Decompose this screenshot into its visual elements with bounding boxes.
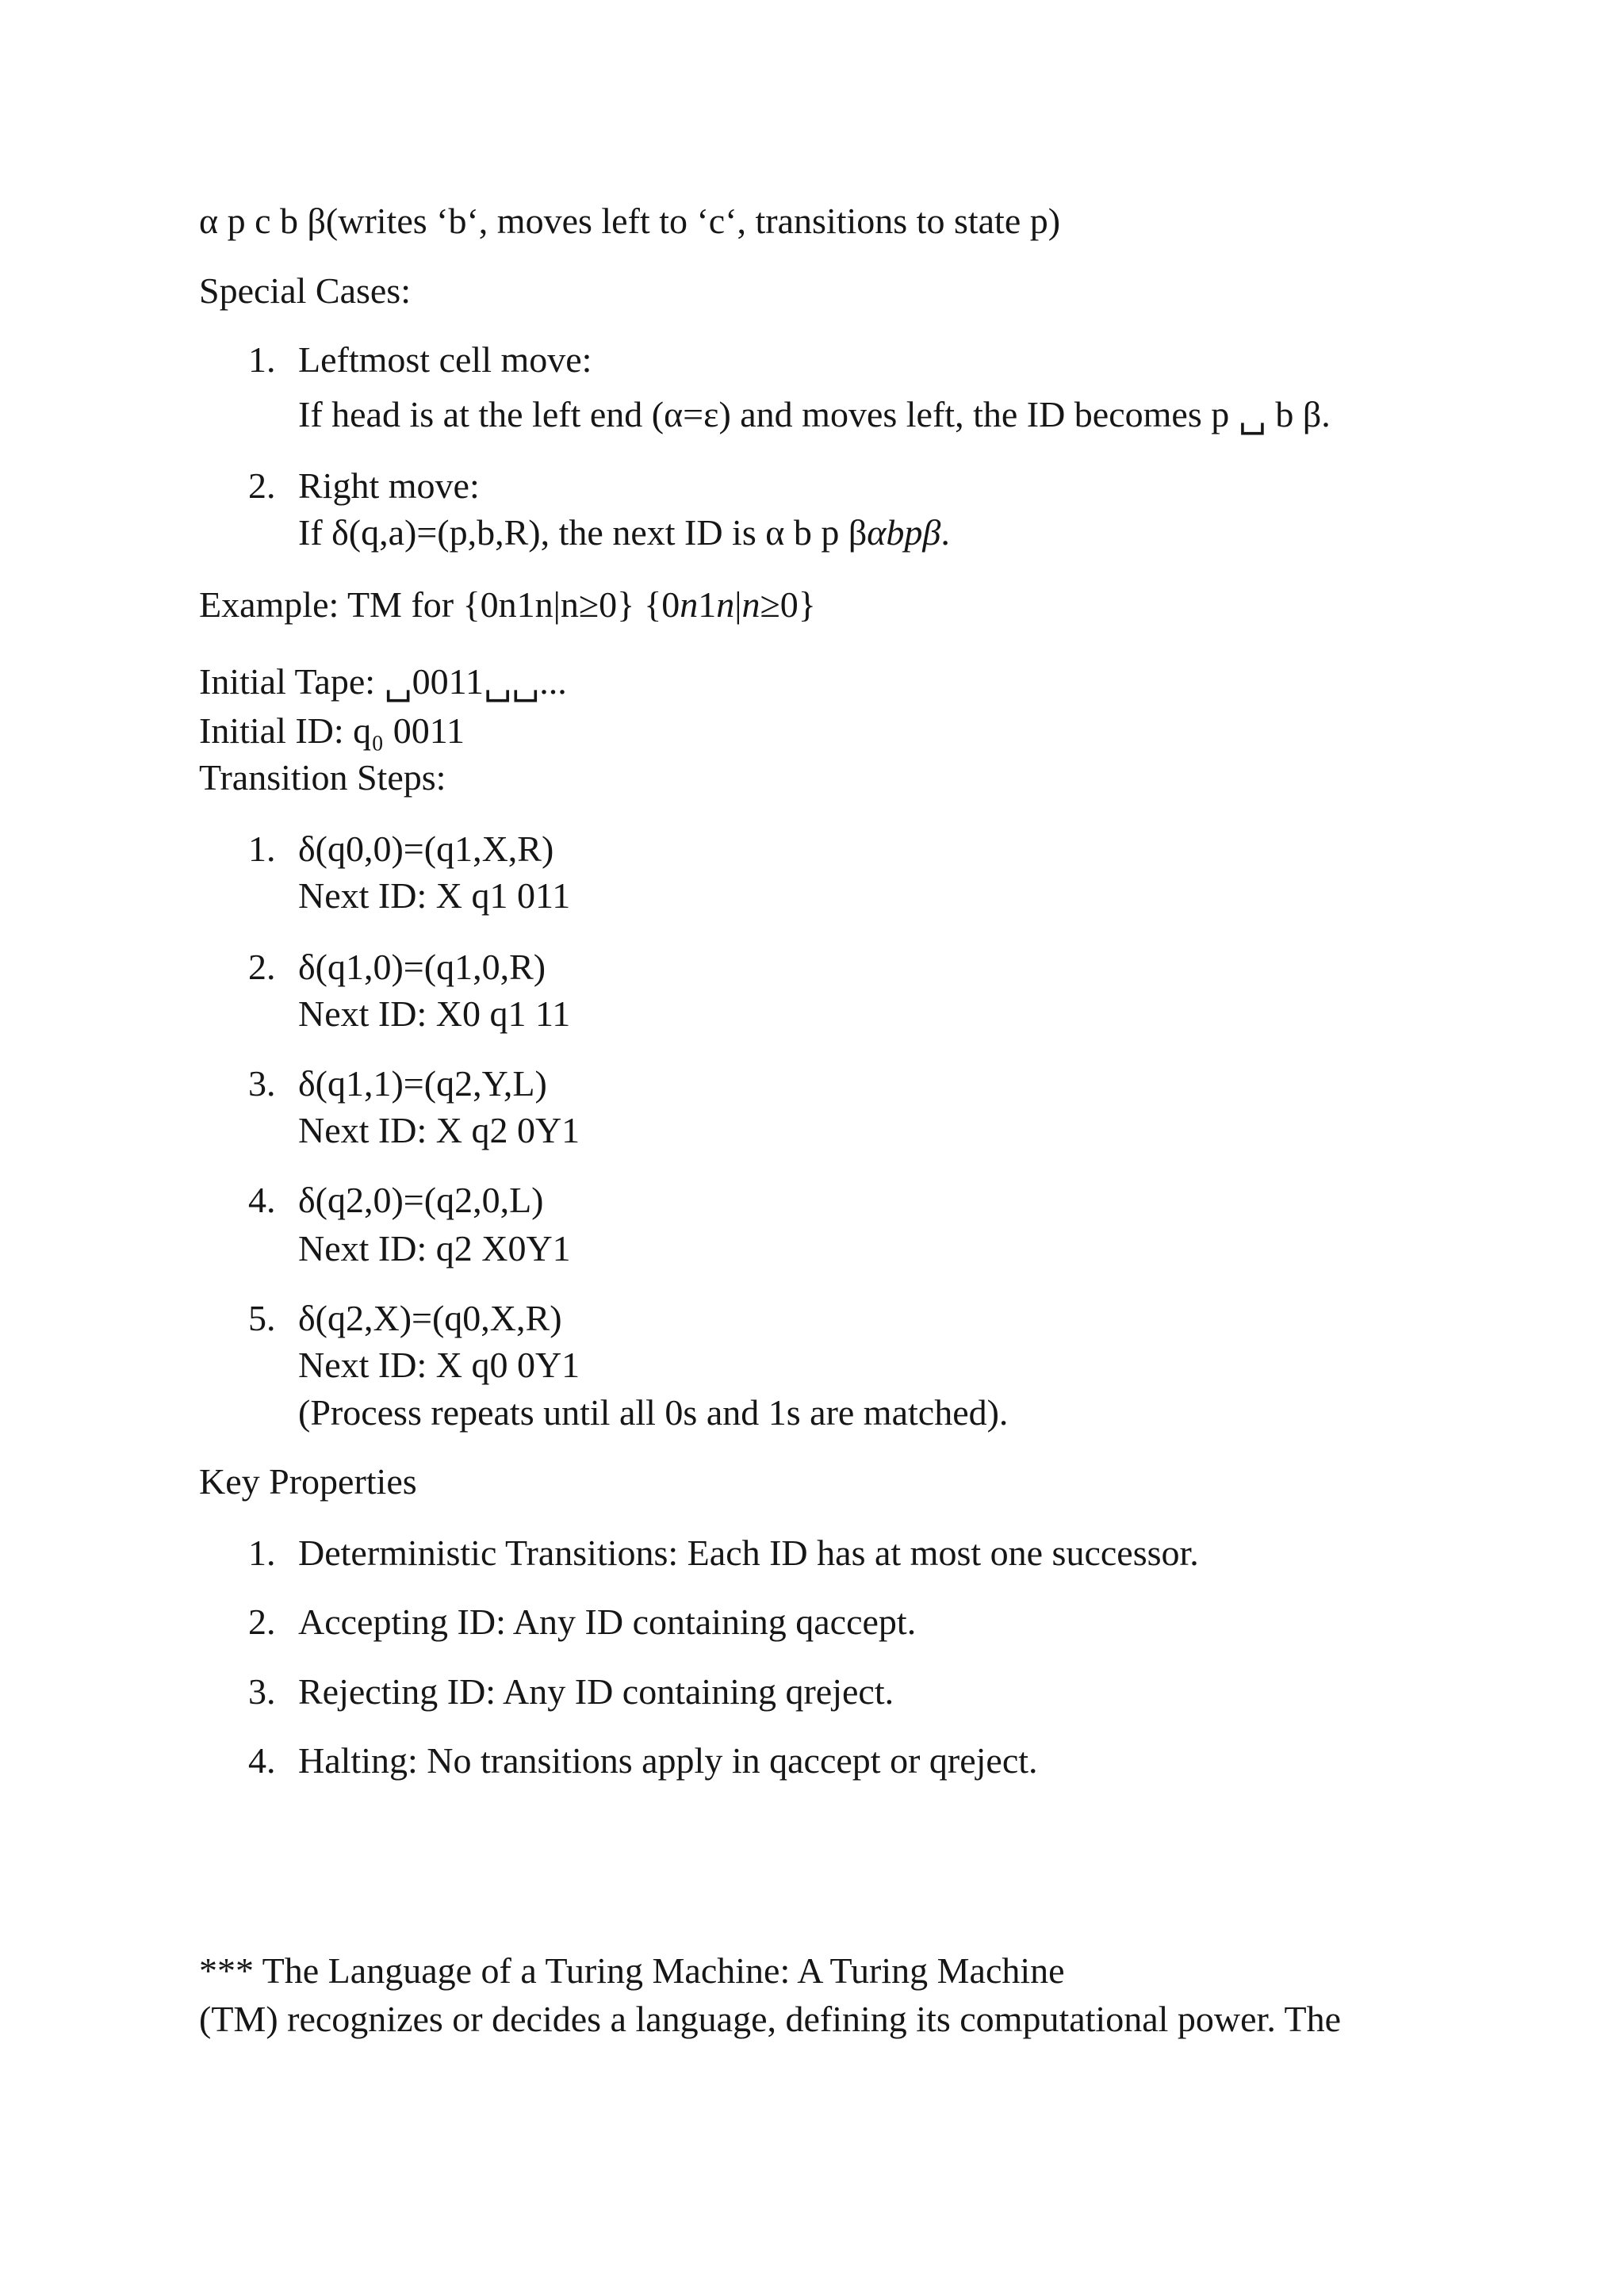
list-number: 1.	[248, 1533, 276, 1573]
transition-rule: δ(q1,0)=(q1,0,R)	[298, 947, 546, 987]
math-part: {0	[644, 584, 680, 625]
list-number: 4.	[248, 1180, 276, 1220]
special-case-detail	[298, 509, 950, 557]
transition-steps-heading: Transition Steps:	[199, 757, 446, 798]
special-case-title: Leftmost cell move:	[298, 339, 592, 380]
list-number: 2.	[248, 465, 276, 506]
detail-end: .	[940, 512, 950, 553]
special-case-detail: If head is at the left end (α=ε) and moves left, the ID becomes p ␣ b β.	[298, 394, 1331, 434]
example-label: Example: TM for {0n1n|n≥0}	[199, 584, 635, 625]
list-number: 3.	[248, 1063, 276, 1104]
math-var: n	[741, 584, 760, 625]
key-property-text: Deterministic Transitions: Each ID has at most one successor.	[298, 1533, 1199, 1573]
transition-step	[248, 1295, 562, 1342]
process-note: (Process repeats until all 0s and 1s are matched).	[298, 1392, 1009, 1433]
initial-id-line: Initial ID: q₀ 0011	[199, 710, 465, 751]
key-property-item	[248, 1668, 894, 1716]
transition-step	[248, 1060, 547, 1108]
example-line	[199, 581, 816, 629]
list-number: 1.	[248, 828, 276, 869]
transition-step	[248, 1177, 544, 1224]
transition-step	[248, 943, 546, 991]
special-cases-heading: Special Cases:	[199, 270, 411, 311]
transition-step	[248, 825, 553, 873]
intro-line: α p c b β(writes ‘b‘, moves left to ‘c‘, transitions to state p)	[199, 201, 1061, 241]
transition-rule: δ(q2,X)=(q0,X,R)	[298, 1298, 562, 1338]
next-id: Next ID: X0 q1 11	[298, 993, 571, 1034]
key-property-item	[248, 1737, 1038, 1785]
special-case-item	[248, 462, 480, 510]
list-number: 5.	[248, 1298, 276, 1338]
key-property-item	[248, 1598, 916, 1646]
list-number: 2.	[248, 947, 276, 987]
list-number: 3.	[248, 1671, 276, 1712]
next-id: Next ID: X q0 0Y1	[298, 1345, 580, 1385]
special-case-title: Right move:	[298, 465, 480, 506]
key-property-text: Halting: No transitions apply in qaccept or qreject.	[298, 1740, 1038, 1781]
math-part: 1	[698, 584, 717, 625]
key-property-text: Rejecting ID: Any ID containing qreject.	[298, 1671, 894, 1712]
initial-tape-line: Initial Tape: ␣0011␣␣...	[199, 661, 567, 702]
transition-rule: δ(q2,0)=(q2,0,L)	[298, 1180, 544, 1220]
closing-line-2: (TM) recognizes or decides a language, defining its computational power. The	[199, 1999, 1342, 2039]
math-part: ≥0}	[760, 584, 816, 625]
example-math	[644, 584, 816, 625]
math-var: n	[716, 584, 735, 625]
key-properties-heading: Key Properties	[199, 1461, 417, 1502]
key-property-text: Accepting ID: Any ID containing qaccept.	[298, 1601, 917, 1642]
next-id: Next ID: q2 X0Y1	[298, 1228, 571, 1269]
key-property-item	[248, 1529, 1199, 1577]
detail-italic-math: αbpβ	[867, 512, 941, 553]
detail-text: If δ(q,a)=(p,b,R), the next ID is α b p β	[298, 512, 868, 553]
math-var: n	[680, 584, 699, 625]
list-number: 2.	[248, 1601, 276, 1642]
closing-line-1: *** The Language of a Turing Machine: A Turing Machine	[199, 1950, 1065, 1991]
transition-rule: δ(q1,1)=(q2,Y,L)	[298, 1063, 547, 1104]
list-number: 4.	[248, 1740, 276, 1781]
math-part: |	[734, 584, 742, 625]
transition-rule: δ(q0,0)=(q1,X,R)	[298, 828, 554, 869]
special-case-item	[248, 336, 592, 384]
next-id: Next ID: X q1 011	[298, 875, 571, 916]
next-id: Next ID: X q2 0Y1	[298, 1110, 580, 1150]
list-number: 1.	[248, 339, 276, 380]
